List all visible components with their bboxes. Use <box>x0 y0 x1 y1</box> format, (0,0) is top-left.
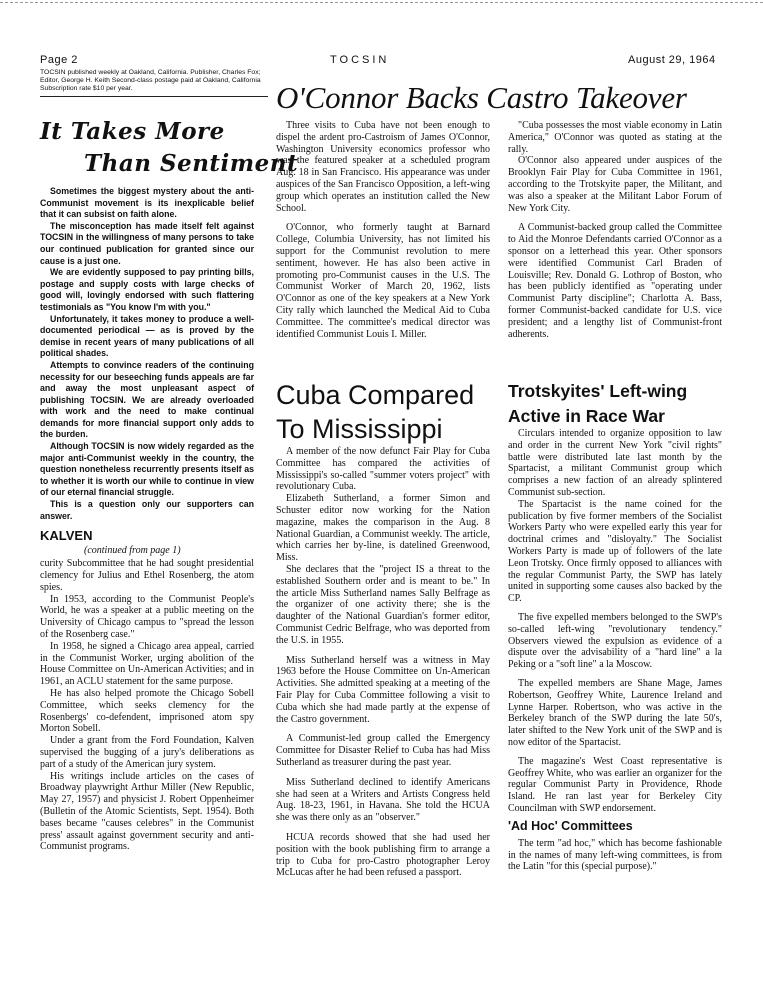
cuba-paragraph: HCUA records showed that she had used her position with the book publishing firm to arrange a trip to Cuba for pro-Castro photographer Leroy McLucas after he had been refused a passport. <box>276 831 490 879</box>
editorial-title-line2: Than Sentiment <box>84 150 299 177</box>
kalven-paragraph: In 1953, according to the Communist People's World, he was a speaker at a public meeting on the University of Chicago campus to "spread the lesson of the Rosenberg case." <box>40 593 254 640</box>
editorial-title-line1: It Takes More <box>40 118 225 145</box>
kalven-paragraph: In 1958, he signed a Chicago area appeal, carried in the Communist Worker, urging abolition of the House Committee on Un-American Activities; and in 1961, an ACLU statement for the same purpose. <box>40 640 254 688</box>
cuba-headline <box>276 378 474 446</box>
trotskyites-paragraph: The expelled members are Shane Mage, James Robertson, Geoffrey White, Laurence Ireland and Lynne Harper. Robertson, who was active in the Berkeley branch of the SWP during the late 50's, later shifted to the New York unit of the SWP and is now editor of the Spartacist. <box>508 677 722 748</box>
oconnor-paragraph: Three visits to Cuba have not been enough to dispel the ardent pro-Castroism of James O'Connor, Washington University economics professor who was the featured speaker at a scheduled program Aug. 18 in San Francisco. His appearance was under auspices of the San Francisco Opposition, a left-wing group which operates an institution called the New School. <box>276 120 490 214</box>
editorial-paragraph: The misconception has made itself felt against TOCSIN in the willingness of many persons to take our continued publication for granted since our cause is a just one. <box>40 220 254 266</box>
trotskyites-paragraph: The five expelled members belonged to the SWP's so-called left-wing "revolutionary tendency." Observers viewed the expulsion as evidence of a dispute over the advisability of a "hard line" a la Peking or a "soft line" a la Moscow. <box>508 611 722 671</box>
cuba-paragraph: Miss Sutherland herself was a witness in May 1963 before the House Committee on Un-American Activities. She admitted speaking at a meeting of the Fair Play for Cuba Committee following a visit to Cuba which she had made partly at the expense of the Castro government. <box>276 654 490 725</box>
oconnor-headline: O'Connor Backs Castro Takeover <box>276 80 687 115</box>
publication-note: TOCSIN published weekly at Oakland, California. Publisher, Charles Fox; Editor, George H. Keith Second-class postage paid at Oakland, California Subscription rate $10 per year. <box>40 69 268 97</box>
top-rule <box>0 2 763 3</box>
editorial-paragraph: Although TOCSIN is now widely regarded as the major anti-Communist weekly in the country, the question nonetheless recurrently presents itself as to whether it is worth our while to continue in view of our eternal financial struggle. <box>40 441 254 498</box>
cuba-paragraph: A Communist-led group called the Emergency Committee for Disaster Relief to Cuba has had Miss Sutherland as treasurer during the past year. <box>276 733 490 768</box>
trotskyites-body <box>508 428 722 873</box>
trotskyites-headline-line1: Trotskyites' Left-wing <box>508 381 688 401</box>
kalven-paragraph: His writings include articles on the cases of Broadway playwright Arthur Miller (New Republic, May 27, 1957) and physicist J. Robert Oppenheimer (Bulletin of the Atomic Scientists, Sept. 1954). Both bases became "causes celebres" in the Communist press' assault against government security and anti-Communist programs. <box>40 770 254 853</box>
trotskyites-headline <box>508 379 687 429</box>
oconnor-col1 <box>276 120 490 340</box>
trotskyites-paragraph: The Spartacist is the name coined for the publication by five former members of the Socialist Workers Party who were expelled early this year for doctrinal crimes and "disloyalty." The Socialist Workers Party is made up of followers of the late Leon Trotsky. Once firmly opposed to alliances with the regular Communist Party, the SWP has lately united in supporting some causes also backed by the CP. <box>508 498 722 605</box>
trotskyites-paragraph: The magazine's West Coast representative is Geoffrey White, who was earlier an organizer for the regular Communist Party in Providence, Rhode Island. He ran last year for Berkeley City Councilman with SWP endorsement. <box>508 755 722 814</box>
ad-hoc-paragraph: The term "ad hoc," which has become fashionable in the names of many left-wing committees, is from the Latin "for this (special purpose)." <box>508 837 722 873</box>
cuba-body <box>276 446 490 879</box>
cuba-headline-line1: Cuba Compared <box>276 380 475 410</box>
oconnor-paragraph: O'Connor also appeared under auspices of the Brooklyn Fair Play for Cuba Committee in 1961, according to the Trotskyite paper, the Militant, and was also a speaker at the Militant Labor Forum of New York City. <box>508 155 722 214</box>
oconnor-paragraph: "Cuba possesses the most viable economy in Latin America," O'Connor was quoted as stating at the rally. <box>508 120 722 155</box>
editorial-paragraph: Unfortunately, it takes money to produce a well-documented periodical — as is proved by the demise in recent years of many publications of all political shades. <box>40 313 254 359</box>
masthead-name: TOCSIN <box>330 54 390 66</box>
continued-note: (continued from page 1) <box>84 545 181 557</box>
kalven-paragraph: He has also helped promote the Chicago Sobell Committee, which seeks clemency for the Rosenbergs' co-defendent, imprisoned atom spy Morton Sobell. <box>40 687 254 735</box>
editorial-paragraph: Sometimes the biggest mystery about the anti-Communist movement is its inexplicable belief that it can subsist on faith alone. <box>40 186 254 220</box>
cuba-paragraph: A member of the now defunct Fair Play for Cuba Committee has compared the activities of Mississippi's so-called "summer voters project" with revolutionary Cuba. <box>276 446 490 493</box>
ad-hoc-subheading: 'Ad Hoc' Committees <box>508 818 633 833</box>
kalven-paragraph: Under a grant from the Ford Foundation, Kalven supervised the bugging of a jury's deliberations as part of a study of the American jury system. <box>40 735 254 770</box>
editorial-paragraph: Attempts to convince readers of the continuing necessity for our beseeching funds appeals are far and away the most unpleasant aspect of publishing TOCSIN. We are already overloaded with work and the need to make continual demands for more financial support only adds to the burden. <box>40 359 254 440</box>
kalven-paragraph: curity Subcommittee that he had sought presidential clemency for Julius and Ethel Rosenberg, the atom spies. <box>40 558 254 593</box>
cuba-paragraph: She declares that the "project IS a threat to the established Southern order and is meant to be." In the article Miss Sutherland names Sally Belfrage as the organizer of one activity there; she is the daughter of the National Guardian's former editor, Communist Cedric Belfrage, who was deported from the U.S. in 1955. <box>276 563 490 646</box>
issue-date: August 29, 1964 <box>628 54 716 66</box>
page-number: Page 2 <box>40 54 78 66</box>
editorial-body <box>40 186 254 853</box>
cuba-paragraph: Miss Sutherland declined to identify Americans she had seen at a Writers and Artists Congress held Aug. 18-23, 1961, in Havana. She told the HCUA she was there only as an "observer." <box>276 776 490 824</box>
oconnor-paragraph: O'Connor, who formerly taught at Barnard College, Columbia University, has not limited his support for the Communist revolution to mere sentiment, however. He has also been active in promoting pro-Communist causes in the U.S. The Communist Worker of March 20, 1962, lists O'Connor as one of the key speakers at a New York City rally which launched the Medical Aid to Cuba Committee. The committee's medical director was identified Communist Louis I. Miller. <box>276 222 490 340</box>
editorial-paragraph: This is a question only our supporters can answer. <box>40 499 254 521</box>
trotskyites-paragraph: Circulars intended to organize opposition to law and order in the current New York "civil rights" battle were distributed late last month by the Spartacist, a militant Communist group which comprises a new faction of an already splintered Communist sub-section. <box>508 428 722 498</box>
oconnor-col2 <box>508 120 722 340</box>
editorial-paragraph: We are evidently supposed to pay printing bills, postage and supply costs with large checks of good will, lovingly endorsed with such flattering testimonials as "You know I'm with you." <box>40 267 254 312</box>
kalven-heading: KALVEN <box>40 528 93 544</box>
cuba-paragraph: Elizabeth Sutherland, a former Simon and Schuster editor now working for the Nation magazine, makes the comparison in the Aug. 8 National Guardian, a Communist weekly. The article, which carries her by-line, is datelined Greenwood, Miss. <box>276 493 490 564</box>
trotskyites-headline-line2: Active in Race War <box>508 406 665 426</box>
oconnor-paragraph: A Communist-backed group called the Committee to Aid the Monroe Defendants carried O'Connor as a sponsor on a letterhead this year. Other sponsors were identified Communist Carl Braden of Louisville; Rev. Donald G. Lothrop of Boston, who has been publicly identified as "operating under Communist Party discipline"; Charlotta A. Bass, former Communist-backed candidate for U.S. vice president; and a lengthy list of Communist-front adherents. <box>508 222 722 340</box>
cuba-headline-line2: To Mississippi <box>276 414 443 444</box>
